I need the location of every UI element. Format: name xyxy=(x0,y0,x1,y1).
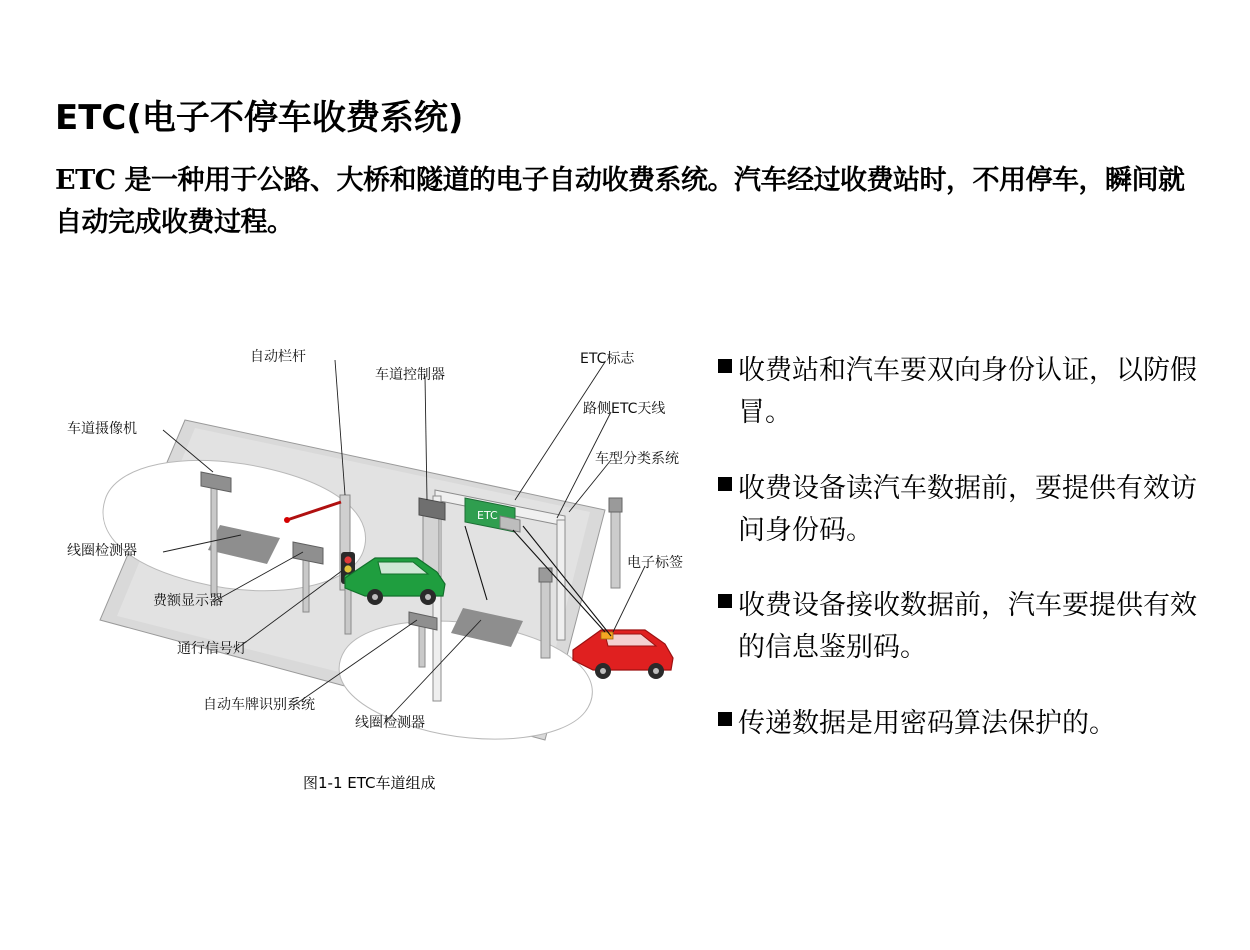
bullet-text: 收费站和汽车要双向身份认证，以防假冒。 xyxy=(738,355,1197,428)
list-item xyxy=(718,585,1218,669)
list-item xyxy=(718,350,1218,434)
list-item xyxy=(718,703,1218,745)
etc-lane-diagram xyxy=(45,320,705,840)
bullet-text: 收费设备接收数据前，汽车要提供有效的信息鉴别码。 xyxy=(738,590,1197,664)
label-lane-controller: 车道控制器 xyxy=(375,367,445,383)
square-bullet-icon xyxy=(718,477,732,491)
square-bullet-icon xyxy=(718,712,732,726)
label-fare-display: 费额显示器 xyxy=(153,593,223,609)
bullet-text: 传递数据是用密码算法保护的。 xyxy=(738,708,1116,740)
label-plate-recognition-system: 自动车牌识别系统 xyxy=(203,697,315,713)
bullet-list xyxy=(718,350,1218,779)
label-roadside-etc-antenna: 路侧ETC天线 xyxy=(583,401,666,417)
list-item xyxy=(718,468,1218,552)
label-loop-detector-left: 线圈检测器 xyxy=(67,543,137,559)
page-title: ETC(电子不停车收费系统) xyxy=(55,98,464,138)
label-electronic-tag: 电子标签 xyxy=(627,555,683,571)
red-car xyxy=(573,630,673,679)
label-vehicle-classification: 车型分类系统 xyxy=(595,451,679,467)
bullet-text: 收费设备读汽车数据前，要提供有效访问身份码。 xyxy=(738,472,1197,546)
svg-text:ETC: ETC xyxy=(477,509,498,522)
label-etc-sign: ETC标志 xyxy=(580,351,635,367)
square-bullet-icon xyxy=(718,359,732,373)
square-bullet-icon xyxy=(718,594,732,608)
diagram-caption: 图1-1 ETC车道组成 xyxy=(303,774,436,792)
intro-paragraph: ETC 是一种用于公路、大桥和隧道的电子自动收费系统。汽车经过收费站时，不用停车，瞬间就自动完成收费过程。 xyxy=(55,165,1185,238)
label-lane-camera: 车道摄像机 xyxy=(67,421,137,437)
label-loop-detector-right: 线圈检测器 xyxy=(355,715,425,731)
label-traffic-signal-light: 通行信号灯 xyxy=(177,641,247,657)
label-auto-barrier: 自动栏杆 xyxy=(250,349,306,365)
